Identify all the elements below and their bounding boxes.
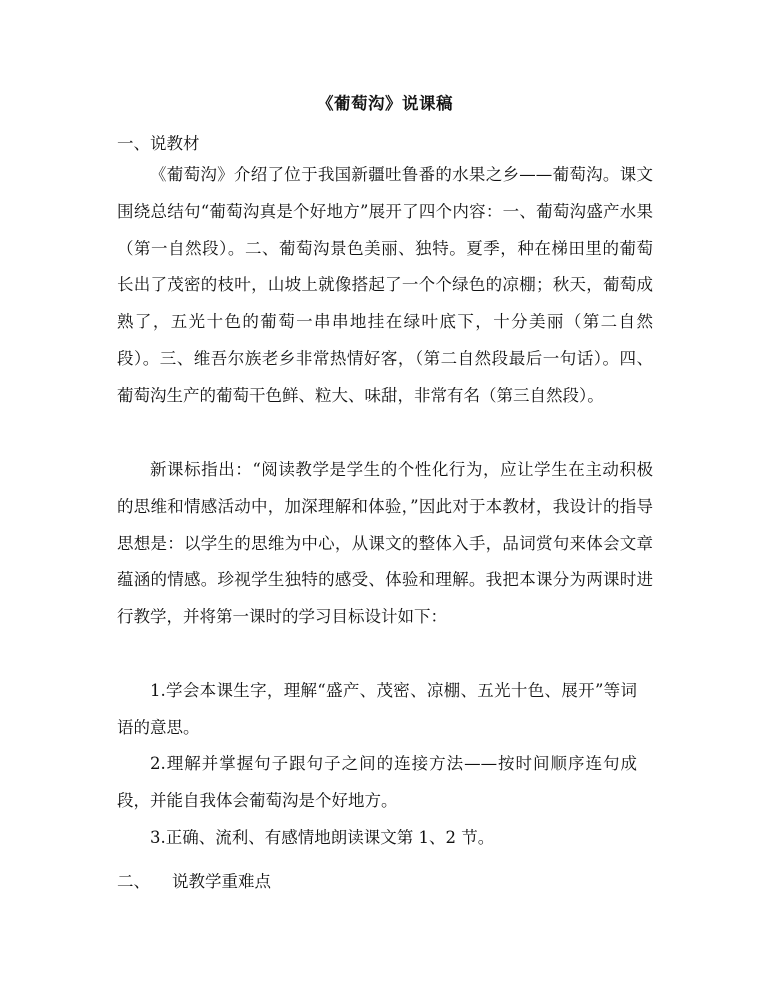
section-title-1: 说教材 xyxy=(150,134,200,153)
section-number-1: 一、 xyxy=(117,134,150,153)
section-heading-1 xyxy=(117,130,200,158)
section-number-2: 二、 xyxy=(117,872,150,891)
section-heading-2 xyxy=(117,868,271,896)
goal-item-1: 1.学会本课生字，理解“盛产、茂密、凉棚、五光十色、展开”等词语的意思。 xyxy=(117,681,637,737)
document-title: 《葡萄沟》说课稿 xyxy=(317,94,453,113)
goal-item-2: 2.理解并掌握句子跟句子之间的连接方法——按时间顺序连句成段，并能自我体会葡萄沟是个好地方。 xyxy=(117,754,637,810)
paragraph-2: 新课标指出：“阅读教学是学生的个性化行为，应让学生在主动积极的思维和情感活动中，加深理解和体验，”因此对于本教材，我设计的指导思想是：以学生的思维为中心，从课文的整体入手，品词赏句来体会文章蕴涵的情感。珍视学生独特的感受、体验和理解。我把本课分为两课时进行教学，并将第一课时的学习目标设计如下： xyxy=(117,460,653,627)
goal-item-3: 3.正确、流利、有感情地朗读课文第 1、2 节。 xyxy=(150,828,495,847)
section-title-2: 说教学重难点 xyxy=(172,872,271,891)
paragraph-1: 《葡萄沟》介绍了位于我国新疆吐鲁番的水果之乡——葡萄沟。课文围绕总结句“葡萄沟真是个好地方”展开了四个内容：一、葡萄沟盛产水果（第一自然段）。二、葡萄沟景色美丽、独特。夏季，种在梯田里的葡萄长出了茂密的枝叶，山坡上就像搭起了一个个绿色的凉棚；秋天，葡萄成熟了，五光十色的葡萄一串串地挂在绿叶底下，十分美丽（第二自然段）。三、维吾尔族老乡非常热情好客，（第二自然段最后一句话）。四、葡萄沟生产的葡萄干色鲜、粒大、味甜，非常有名（第三自然段）。 xyxy=(117,165,653,405)
